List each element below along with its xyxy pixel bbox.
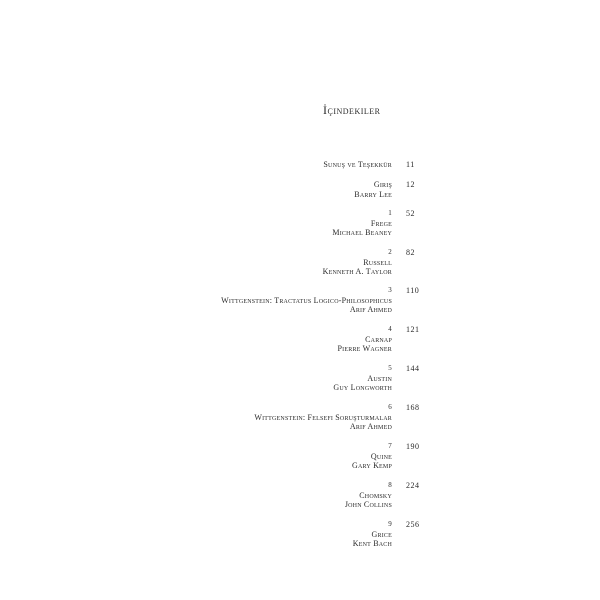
entry-author: Guy Longworth: [333, 383, 392, 393]
entry-text: [92, 248, 392, 277]
entry-text: [92, 442, 392, 471]
entry-page-number: 144: [406, 364, 420, 373]
entry-page-number: 12: [406, 180, 415, 189]
entry-title: Wittgenstein: Felsefi Soruşturmalar: [254, 412, 392, 422]
entry-number: 9: [388, 520, 392, 528]
entry-title: Austin: [367, 373, 392, 383]
entry-number: 6: [388, 403, 392, 411]
entry-page-number: 190: [406, 442, 420, 451]
entry-text: [92, 286, 392, 315]
entry-text: [92, 325, 392, 354]
entry-page-number: 224: [406, 481, 420, 490]
entry-page-number: 256: [406, 520, 420, 529]
entry-number: 7: [388, 442, 392, 450]
entry-title: Frege: [370, 218, 392, 228]
entry-author: Michael Beaney: [332, 228, 392, 238]
entry-page-number: 82: [406, 248, 415, 257]
entry-number: 4: [388, 325, 392, 333]
toc-heading: İçindekiler: [323, 103, 381, 117]
entry-page-number: 121: [406, 325, 420, 334]
entry-text: [92, 180, 392, 199]
entry-text: [92, 403, 392, 432]
entry-author: Pierre Wagner: [337, 344, 392, 354]
entry-author: Barry Lee: [354, 189, 392, 199]
entry-page-number: 11: [406, 160, 415, 169]
entry-author: Arif Ahmed: [349, 305, 392, 315]
entry-number: 1: [388, 209, 392, 217]
entry-author: Arif Ahmed: [349, 422, 392, 432]
entry-author: Kenneth A. Taylor: [322, 267, 392, 277]
entry-title: Chomsky: [359, 490, 392, 500]
entry-author: Gary Kemp: [351, 461, 392, 471]
entry-title: Wittgenstein: Tractatus Logico-Philosophicus: [221, 295, 392, 305]
entry-author: John Collins: [344, 500, 392, 510]
entry-page-number: 110: [406, 286, 420, 295]
entry-page-number: 52: [406, 209, 415, 218]
entry-title: Giriş: [373, 180, 392, 189]
entry-text: [92, 481, 392, 510]
entry-text: [92, 364, 392, 393]
entry-text: [92, 160, 392, 170]
entry-number: 8: [388, 481, 392, 489]
entry-title: Russell: [363, 257, 392, 267]
entry-page-number: 168: [406, 403, 420, 412]
entry-text: [92, 209, 392, 238]
entry-text: [92, 520, 392, 549]
entry-title: Grice: [371, 529, 392, 539]
entry-title: Sunuş ve Teşekkür: [323, 160, 392, 169]
entry-title: Carnap: [365, 334, 392, 344]
entry-number: 2: [388, 248, 392, 256]
entry-title: Quine: [370, 451, 392, 461]
entry-number: 5: [388, 364, 392, 372]
entry-number: 3: [388, 286, 392, 294]
entry-author: Kent Bach: [352, 539, 392, 549]
